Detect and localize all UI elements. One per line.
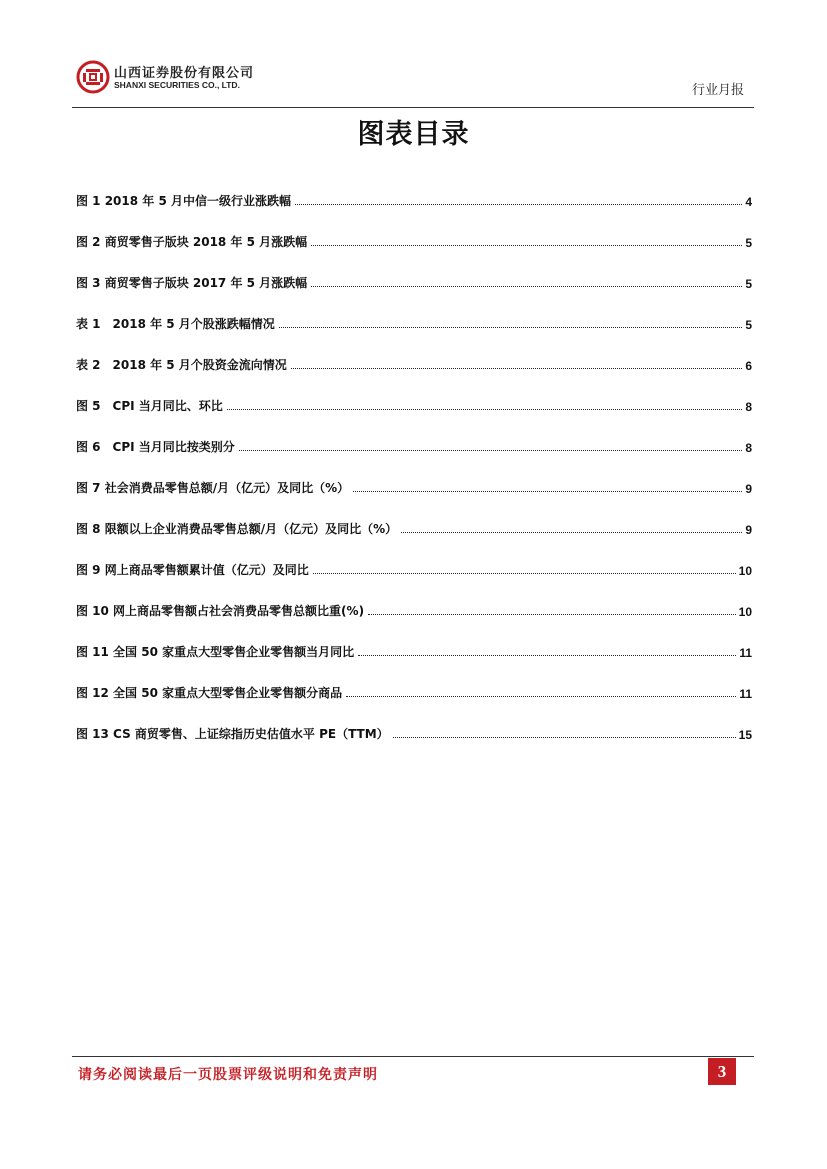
toc-entry-page[interactable]: 15	[738, 728, 752, 742]
toc-entry-label[interactable]: 图 12 全国 50 家重点大型零售企业零售额分商品	[76, 686, 343, 700]
toc-entry[interactable]	[76, 455, 752, 496]
page-title: 图表目录	[357, 119, 470, 150]
toc-leader-dots	[368, 614, 736, 615]
toc-entry[interactable]	[76, 291, 752, 332]
company-name-en: SHANXI SECURITIES CO., LTD.	[114, 80, 240, 90]
toc-entry-page[interactable]: 9	[745, 482, 752, 496]
toc-leader-dots	[311, 245, 742, 246]
toc-leader-dots	[291, 368, 743, 369]
report-type: 行业月报	[691, 83, 744, 98]
toc-entry[interactable]	[76, 578, 752, 619]
toc-entry[interactable]	[76, 619, 752, 660]
toc-entry-label[interactable]: 图 13 CS 商贸零售、上证综指历史估值水平 PE（TTM）	[76, 727, 389, 741]
toc-leader-dots	[358, 655, 736, 656]
toc-entry[interactable]	[76, 537, 752, 578]
toc-entry[interactable]	[76, 660, 752, 701]
toc-entry-page[interactable]: 5	[745, 236, 752, 250]
toc-entry[interactable]	[76, 250, 752, 291]
toc-entry[interactable]	[76, 332, 752, 373]
toc-leader-dots	[311, 286, 742, 287]
toc-entry-label[interactable]: 图 9 网上商品零售额累计值（亿元）及同比	[76, 563, 309, 577]
toc-entry[interactable]	[76, 209, 752, 250]
toc-entry-label[interactable]: 图 6 CPI 当月同比按类别分	[76, 440, 235, 454]
shanxi-securities-logo-icon	[76, 60, 110, 94]
table-of-figures	[76, 168, 752, 742]
toc-leader-dots	[279, 327, 743, 328]
toc-leader-dots	[346, 696, 736, 697]
toc-entry[interactable]	[76, 168, 752, 209]
toc-entry-label[interactable]: 表 1 2018 年 5 月个股涨跌幅情况	[76, 317, 275, 331]
header-divider	[72, 107, 754, 108]
toc-entry-page[interactable]: 9	[745, 523, 752, 537]
toc-entry-label[interactable]: 图 2 商贸零售子版块 2018 年 5 月涨跌幅	[76, 235, 308, 249]
toc-entry[interactable]	[76, 373, 752, 414]
toc-entry-label[interactable]: 图 3 商贸零售子版块 2017 年 5 月涨跌幅	[76, 276, 308, 290]
toc-leader-dots	[295, 204, 742, 205]
toc-entry-page[interactable]: 10	[738, 564, 752, 578]
toc-entry-label[interactable]: 图 5 CPI 当月同比、环比	[76, 399, 223, 413]
toc-entry-page[interactable]: 11	[739, 646, 752, 660]
toc-entry-label[interactable]: 图 10 网上商品零售额占社会消费品零售总额比重(%)	[76, 604, 365, 618]
page-number-badge: 3	[708, 1058, 736, 1085]
toc-entry-label[interactable]: 图 1 2018 年 5 月中信一级行业涨跌幅	[76, 194, 291, 208]
toc-entry-page[interactable]: 10	[738, 605, 752, 619]
toc-leader-dots	[239, 450, 743, 451]
disclaimer-note: 请务必阅读最后一页股票评级说明和免责声明	[78, 1067, 378, 1083]
toc-entry-page[interactable]: 5	[745, 318, 752, 332]
toc-leader-dots	[353, 491, 742, 492]
footer-divider	[72, 1056, 754, 1057]
toc-entry-page[interactable]: 6	[745, 359, 752, 373]
toc-entry[interactable]	[76, 701, 752, 742]
toc-leader-dots	[227, 409, 743, 410]
toc-entry[interactable]	[76, 496, 752, 537]
toc-entry[interactable]	[76, 414, 752, 455]
toc-entry-label[interactable]: 图 8 限额以上企业消费品零售总额/月（亿元）及同比（%）	[76, 522, 398, 536]
toc-entry-label[interactable]: 表 2 2018 年 5 月个股资金流向情况	[76, 358, 287, 372]
toc-entry-page[interactable]: 5	[745, 277, 752, 291]
toc-entry-page[interactable]: 8	[745, 400, 752, 414]
company-name-cn: 山西证券股份有限公司	[114, 66, 255, 81]
toc-leader-dots	[393, 737, 736, 738]
toc-entry-page[interactable]: 8	[745, 441, 752, 455]
toc-leader-dots	[401, 532, 742, 533]
toc-entry-page[interactable]: 11	[739, 687, 752, 701]
page-header	[72, 58, 754, 108]
toc-leader-dots	[313, 573, 736, 574]
toc-entry-page[interactable]: 4	[745, 195, 752, 209]
toc-entry-label[interactable]: 图 11 全国 50 家重点大型零售企业零售额当月同比	[76, 645, 355, 659]
toc-entry-label[interactable]: 图 7 社会消费品零售总额/月（亿元）及同比（%）	[76, 481, 350, 495]
